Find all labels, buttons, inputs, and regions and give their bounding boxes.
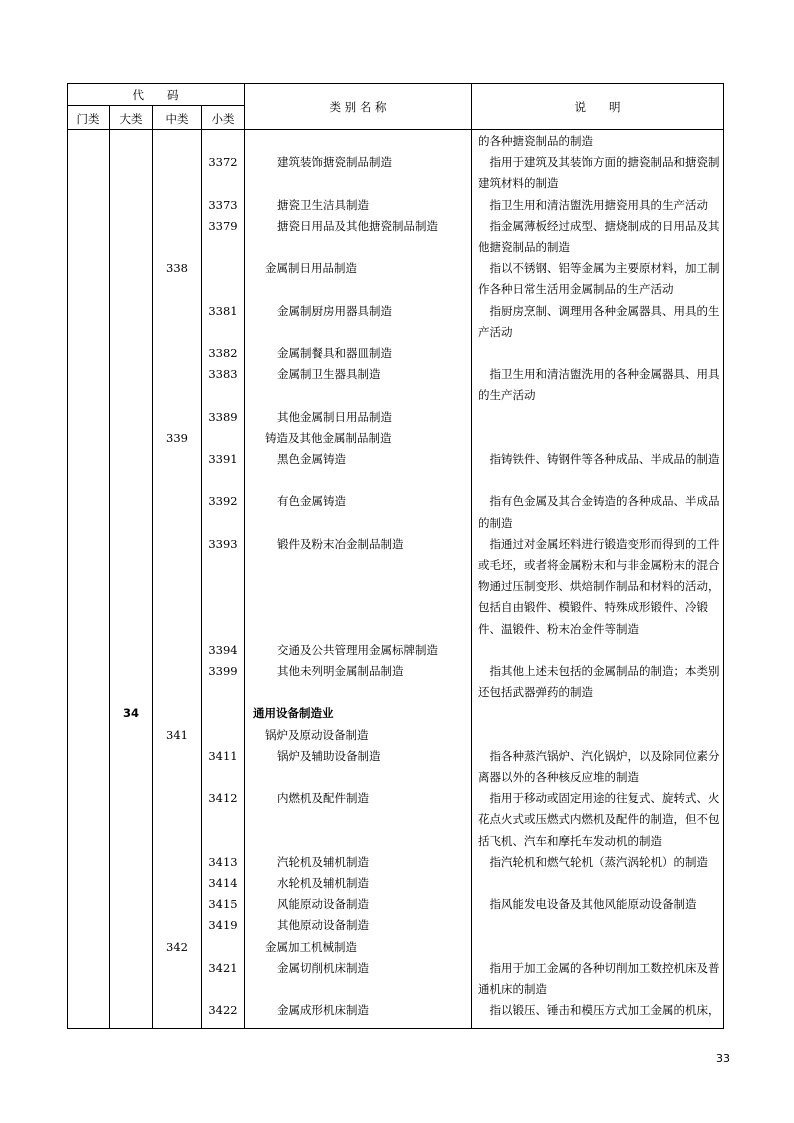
row-small-code: 3413: [208, 854, 238, 869]
row-small-code: 3372: [208, 155, 238, 170]
page-number: 33: [716, 1052, 730, 1065]
row-description: 指风能发电设备及其他风能原动设备制造: [478, 897, 697, 912]
row-small-code: 3373: [208, 197, 238, 212]
row-small-code: 3392: [208, 494, 238, 509]
row-category-name: 铸造及其他金属制品制造: [265, 430, 392, 445]
row-description: 指汽轮机和燃气轮机（蒸汽涡轮机）的制造: [478, 854, 708, 869]
table-top-border: [67, 83, 724, 84]
row-category-name: 汽轮机及辅机制造: [277, 854, 369, 869]
row-small-code: 3414: [208, 876, 238, 890]
row-description: 指厨房烹制、调理用各种金属器具、用具的生产活动: [478, 303, 720, 339]
row-category-name: 建筑装饰搪瓷制品制造: [277, 155, 392, 170]
row-category-name: 锻件及粉末冶金制品制造: [277, 536, 404, 551]
row-small-code: 3394: [208, 642, 238, 657]
row-small-code: 3412: [208, 791, 238, 806]
row-small-code: 3382: [208, 346, 238, 360]
row-small-code: 3393: [208, 536, 238, 551]
classification-table: [67, 83, 724, 1029]
row-description: 指卫生用和清洁盥洗用的各种金属器具、用具的生产活动: [478, 367, 720, 403]
header-bottom-border: [67, 129, 724, 130]
col-sep-small: [244, 83, 245, 1029]
row-small-code: 3383: [208, 367, 238, 382]
row-category-name: 有色金属铸造: [277, 494, 346, 509]
row-category-name: 其他金属制日用品制造: [277, 409, 392, 424]
row-category-name: 金属制日用品制造: [265, 261, 357, 276]
row-category-name: 黑色金属铸造: [277, 452, 346, 466]
row-category-name: 金属制餐具和器皿制造: [277, 346, 392, 360]
row-category-name: 金属成形机床制造: [277, 1003, 369, 1018]
row-description: 指卫生用和清洁盥洗用搪瓷用具的生产活动: [478, 197, 708, 212]
row-mid-code: 342: [166, 939, 188, 954]
col-sep-door: [109, 105, 110, 1029]
row-category-name: 锅炉及原动设备制造: [265, 727, 369, 742]
row-category-name: 金属制卫生器具制造: [277, 367, 381, 382]
row-description: 指金属薄板经过成型、搪烧制成的日用品及其他搪瓷制品的制造: [478, 218, 720, 254]
row-category-name: 锅炉及辅助设备制造: [277, 748, 381, 763]
table-bottom-border: [67, 1028, 724, 1029]
row-small-code: 3411: [208, 748, 238, 763]
row-category-name: 内燃机及配件制造: [277, 791, 369, 806]
row-description: 指各种蒸汽锅炉、汽化锅炉，以及除同位素分离器以外的各种核反应堆的制造: [478, 748, 720, 784]
header-code-group: 代 码: [132, 88, 179, 102]
row-description: 指铸铁件、铸钢件等各种成品、半成品的制造: [478, 452, 720, 466]
row-description: 指用于加工金属的各种切削加工数控机床及普通机床的制造: [478, 960, 720, 996]
row-mid-code: 341: [166, 727, 188, 742]
row-category-name: 水轮机及辅机制造: [277, 876, 369, 890]
row-description: 指有色金属及其合金铸造的各种成品、半成品的制造: [478, 494, 720, 530]
table-right-border: [723, 83, 724, 1029]
row-category-name: 风能原动设备制造: [277, 897, 369, 912]
table-left-border: [67, 83, 68, 1029]
row-mid-code: 339: [166, 430, 188, 445]
header-desc: 说 明: [574, 100, 621, 114]
row-small-code: 3419: [208, 918, 238, 933]
row-small-code: 3379: [208, 218, 238, 233]
row-category-name: 金属切削机床制造: [277, 960, 369, 975]
row-description: 指通过对金属坯料进行锻造变形而得到的工件或毛坯，或者将金属粉末和与非金属粉末的混合物通过压制变形、烘焙制作制品和材料的活动，包括自由锻件、模锻件、特殊成形锻件、冷锻件、温锻件、粉末冶金件等制造: [478, 536, 720, 636]
row-description: 指以锻压、锤击和模压方式加工金属的机床，: [478, 1003, 720, 1018]
row-small-code: 3415: [208, 897, 238, 912]
row-small-code: 3389: [208, 409, 238, 424]
row-description: 指用于建筑及其装饰方面的搪瓷制品和搪瓷制建筑材料的制造: [478, 155, 720, 191]
row-small-code: 3391: [208, 452, 238, 466]
row-description: 指以不锈钢、铝等金属为主要原材料，加工制作各种日常生活用金属制品的生产活动: [478, 261, 720, 297]
row-small-code: 3422: [208, 1003, 238, 1018]
row-category-name: 搪瓷日用品及其他搪瓷制品制造: [277, 218, 438, 233]
header-mid: 中类: [165, 112, 189, 126]
row-small-code: 3399: [208, 664, 238, 678]
code-group-divider: [67, 105, 245, 106]
row-small-code: 3381: [208, 303, 238, 318]
header-big: 大类: [119, 112, 143, 126]
header-door: 门类: [76, 112, 100, 126]
row-small-code: 3421: [208, 960, 238, 975]
row-category-name: 其他原动设备制造: [277, 918, 369, 933]
row-description: 指其他上述未包括的金属制品的制造；本类别还包括武器弹药的制造: [478, 664, 720, 700]
row-category-name: 通用设备制造业: [253, 706, 334, 721]
col-sep-big: [152, 105, 153, 1029]
row-category-name: 金属加工机械制造: [265, 939, 357, 954]
header-name: 类 别 名 称: [329, 100, 387, 114]
row-category-name: 搪瓷卫生洁具制造: [277, 197, 369, 212]
header-small: 小类: [211, 112, 235, 126]
row-category-name: 交通及公共管理用金属标牌制造: [277, 642, 438, 657]
row-mid-code: 338: [166, 261, 188, 276]
row-category-name: 其他未列明金属制品制造: [277, 664, 404, 678]
row-description: 的各种搪瓷制品的制造: [478, 134, 593, 148]
row-big-code: 34: [122, 706, 139, 721]
row-category-name: 金属制厨房用器具制造: [277, 303, 392, 318]
row-description: 指用于移动或固定用途的往复式、旋转式、火花点火式或压燃式内燃机及配件的制造，但不包括飞机、汽车和摩托车发动机的制造: [478, 791, 720, 848]
